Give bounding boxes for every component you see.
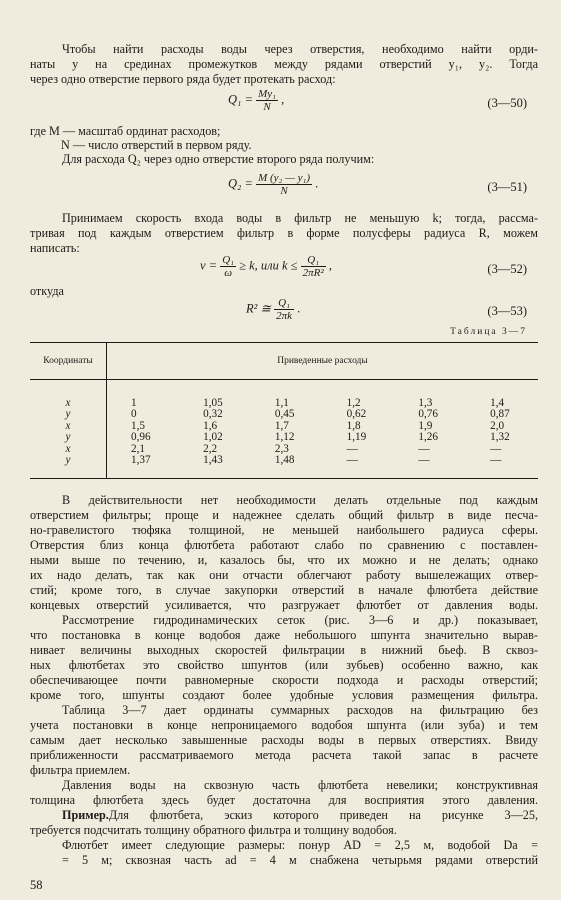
p8-line-2: = 5 м; сквозная часть ad = 4 м снабжена четырьмя рядами отверстий	[62, 853, 538, 867]
table-cell: 0,96	[131, 431, 151, 444]
p5-line-1: Таблица 3—7 дает ординаты суммарных расходов на фильтрацию без	[62, 703, 538, 717]
eq52-fraction-1	[220, 254, 236, 279]
table-cell: 1,19	[346, 431, 367, 444]
table-cell: y	[30, 409, 107, 420]
equation-number-3-53: (3—53)	[487, 304, 527, 318]
table-cell: y	[30, 455, 107, 479]
eq50-lhs: Q₁ =	[228, 92, 253, 107]
p4-line-6: кроме того, шпунты создают более удобные условия размещения фильтра.	[30, 688, 538, 702]
where-line-1: где M — масштаб ординат расходов;	[30, 124, 221, 138]
table-cell: 0,62	[346, 408, 367, 421]
eq53-lhs: R² ≅	[246, 301, 271, 316]
p5-line-5: фильтра приемлем.	[30, 763, 131, 777]
p3-line-2: отверстием фильтры; проще и надежнее сделать общий фильтр в виде песча-	[30, 508, 538, 522]
table-cell: 0,87	[490, 408, 510, 421]
table-cell: —	[323, 455, 395, 479]
table-cell: x	[30, 421, 107, 432]
eq51-lhs: Q₂ =	[228, 176, 253, 191]
eq52-denominator-1: ω	[224, 267, 233, 279]
table-header-row	[30, 343, 538, 380]
table-row	[30, 380, 538, 410]
table-cell: 1,6	[203, 419, 218, 432]
eq51-fraction	[256, 172, 312, 197]
equation-3-53	[246, 297, 300, 322]
table-cell: x	[30, 380, 107, 410]
table-cell: 2,0	[490, 419, 505, 432]
p7-line-1	[62, 808, 538, 822]
table-cell: 1,48	[251, 455, 323, 479]
table-cell: 1,05	[203, 397, 223, 409]
table-cell: 1,5	[131, 419, 145, 432]
table-cell: 1,37	[107, 455, 180, 479]
p7-line-1-text: Для флютбета, эскиз которого приведен на рисунке 3—25,	[108, 808, 538, 822]
intro-line-2: наты y на срединах промежутков между рядами отверстий y₁, y₂. Тогда	[30, 57, 538, 71]
p3-line-8: концевых отверстий усиливается, что разгружает флютбет от давления воды.	[30, 598, 538, 612]
where-line-2: N — число отверстий в первом ряду.	[61, 138, 252, 152]
table-cell: 0,45	[274, 408, 295, 421]
table-cell: 2,1	[131, 442, 145, 455]
p8-line-1: Флютбет имеет следующие размеры: понур AD = 2,5 м, водобой Da =	[62, 838, 538, 852]
eq52-middle: ≥ k, или k ≤	[239, 258, 298, 273]
data-table	[30, 342, 538, 479]
p4-line-4: ных флютбетах это свойство шпунтов (или зубьев) особенно важно, как	[30, 658, 538, 672]
eq52-fraction-2	[301, 254, 326, 279]
eq52-numerator-2: Q₁	[301, 254, 326, 267]
eq53-denominator: 2πk	[276, 310, 293, 322]
table-cell: —	[394, 455, 466, 479]
equation-3-52	[200, 254, 332, 279]
header-reduced-flows: Приведенные расходы	[107, 343, 539, 380]
table-row	[30, 432, 538, 443]
p7-line-2: требуется подсчитать толщину обратного фильтра и толщину водобоя.	[30, 823, 397, 837]
p2-line-3: написать:	[30, 241, 80, 255]
p5-line-3: самым дает несколько завышенные расходы воды в первых отверстиях. Ввиду	[30, 733, 538, 747]
intro-line-1: Чтобы найти расходы воды через отверстия, необходимо найти орди-	[62, 42, 538, 56]
table-cell: 1,32	[490, 431, 510, 444]
table-caption: Таблица 3—7	[450, 327, 527, 337]
eq50-denominator: N	[263, 101, 271, 113]
p3-line-6: их надо делать, так как они отчасти облегчают работу вышележащих отвер-	[30, 568, 538, 582]
table-cell: —	[346, 442, 358, 455]
eq51-punct: .	[315, 176, 319, 191]
table-cell: x	[30, 444, 107, 455]
equation-number-3-52: (3—52)	[487, 262, 527, 276]
table-row	[30, 455, 538, 479]
p5-line-4: приближенности рассматриваемого метода расчета такой запас в расчете	[30, 748, 538, 762]
table-cell: 1,2	[346, 397, 361, 409]
p3-line-1: В действительности нет необходимости делать отдельные под каждым	[62, 493, 538, 507]
table-cell: 1,02	[203, 431, 223, 444]
equation-3-50	[228, 88, 284, 113]
p2-line-1: Принимаем скорость входа воды в фильтр не меньшую k; тогда, рассма-	[62, 211, 538, 225]
table-cell: —	[490, 442, 502, 455]
p3-line-4: Отверстия близ конца флютбета работают слабо по сравнению с поставлен-	[30, 538, 538, 552]
p4-line-2: что постановка в конце водобоя даже небольшого шпунта значительно вырав-	[30, 628, 538, 642]
p3-line-7: стий; кроме того, в случае закупорки отверстий в начале флютбета действие	[30, 583, 538, 597]
example-label: Пример.	[62, 808, 109, 822]
eq53-numerator: Q₁	[274, 297, 294, 310]
p4-line-3: нивает величины выходных скоростей фильтрации в нижний бьеф. В сквоз-	[30, 643, 538, 657]
eq52-denominator-2: 2πR²	[302, 267, 324, 279]
eq51-numerator: M (y₂ — y₁)	[258, 172, 310, 184]
table-cell: y	[30, 432, 107, 443]
eq51-denominator: N	[280, 185, 288, 197]
eq53-fraction	[274, 297, 294, 322]
table-cell: 1,3	[418, 397, 433, 409]
table-cell: 0,76	[418, 408, 438, 421]
eq50-fraction	[256, 88, 278, 113]
equation-number-3-50: (3—50)	[487, 96, 527, 110]
eq52-numerator-1: Q₁	[222, 254, 235, 266]
p6-line-1: Давления воды на сквозную часть флютбета невелики; конструктивная	[62, 778, 538, 792]
table-cell: 1,7	[274, 419, 289, 432]
table-cell: 2,2	[203, 442, 218, 455]
page-number: 58	[30, 878, 43, 892]
p4-line-1: Рассмотрение гидродинамических сеток (рис. 3—6 и др.) показывает,	[62, 613, 538, 627]
table-cell: 1,43	[179, 455, 251, 479]
eq50-punct: ,	[281, 92, 285, 107]
table-cell: 1,8	[346, 419, 361, 432]
eq50-numerator: My₁	[258, 88, 276, 100]
intro-line-3: через одно отверстие первого ряда будет протекать расход:	[30, 72, 336, 86]
table-cell: 1,26	[418, 431, 438, 444]
table-cell: 1,9	[418, 419, 433, 432]
equation-number-3-51: (3—51)	[487, 180, 527, 194]
table-cell: 1,1	[274, 397, 289, 409]
p4-line-5: обеспечивающее почти равномерные скорости подхода и расходы отверстий;	[30, 673, 538, 687]
table-cell: —	[466, 455, 538, 479]
table-cell: 1,4	[490, 397, 505, 409]
eq53-punct: .	[297, 301, 301, 316]
eq52-punct: ,	[328, 258, 332, 273]
p6-line-2: толщина флютбета здесь будет достаточна для восприятия этого давления.	[30, 793, 538, 807]
table-cell: —	[418, 442, 430, 455]
table-cell: 1,12	[274, 431, 295, 444]
p3-line-5: ными выше по течению, и, казалось бы, что их можно и не делать; однако	[30, 553, 538, 567]
header-coordinates: Координаты	[30, 343, 107, 380]
table-cell: 0	[131, 408, 137, 421]
eq52-lhs: v =	[200, 258, 218, 273]
equation-3-51	[228, 172, 318, 197]
otkuda-word: откуда	[30, 284, 64, 298]
p2-line-2: тривая под каждым отверстием фильтр в форме полусферы радиуса R, можем	[30, 226, 538, 240]
p5-line-2: учета постановки в конце непроницаемого водобоя шпунта (или зуба) и тем	[30, 718, 538, 732]
p3-line-3: но-гравелистого тюфяка толщиной, не меньшей наибольшего радиуса сферы.	[30, 523, 538, 537]
where-line-3: Для расхода Q₂ через одно отверстие второго ряда получим:	[62, 152, 375, 166]
table-cell: 0,32	[203, 408, 223, 421]
table-cell: 1	[131, 397, 137, 409]
table-cell: 2,3	[274, 442, 289, 455]
